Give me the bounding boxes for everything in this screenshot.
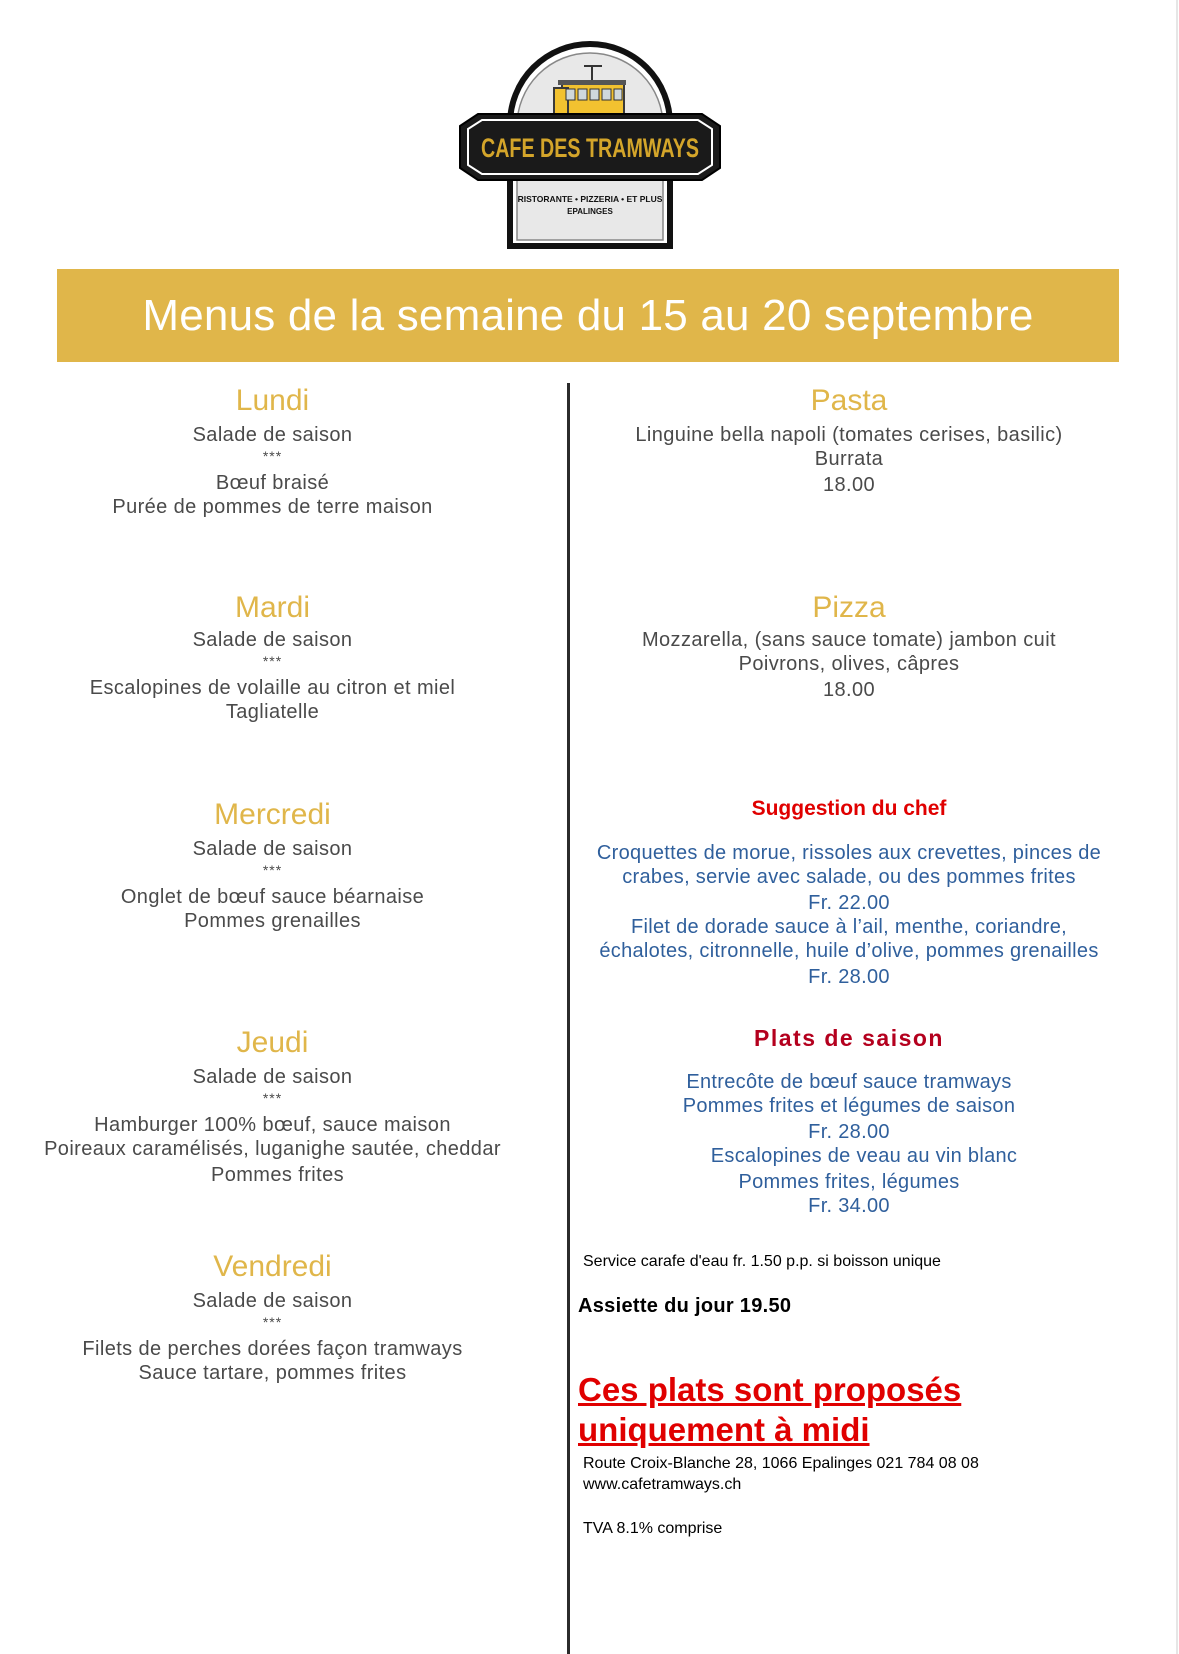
day-separator: *** [262,653,283,669]
footer-address: Route Croix-Blanche 28, 1066 Epalinges 021 784 08 08 [583,1455,979,1472]
day-block-vendredi [0,1249,545,1385]
page-edge-line [1176,0,1178,1654]
footer-tva: TVA 8.1% comprise [583,1520,723,1537]
notice-line: uniquement à midi [578,1411,870,1448]
day-dish-line: Purée de pommes de terre maison [112,496,433,518]
day-title: Lundi [235,384,310,417]
suggestion-line: crabes, servie avec salade, ou des pommes frites [622,866,1076,888]
pasta-line: Linguine bella napoli (tomates cerises, basilic) [635,424,1063,446]
day-dish-line: Pommes grenailles [184,910,361,932]
day-starter: Salade de saison [192,424,353,446]
saison-line: Pommes frites, légumes [738,1171,960,1193]
day-dish-line: Hamburger 100% bœuf, sauce maison [94,1114,451,1136]
logo-location-text: EPALINGES [567,207,613,216]
saison-line: Escalopines de veau au vin blanc [710,1145,1018,1167]
day-dish-line: Escalopines de volaille au citron et miel [89,677,456,699]
footer-website: www.cafetramways.ch [583,1476,742,1493]
logo-tagline-text: RISTORANTE • PIZZERIA • ET PLUS [517,194,663,204]
lunch-only-notice [578,1370,961,1450]
day-title: Jeudi [236,1026,309,1059]
suggestion-title: Suggestion du chef [751,797,947,820]
title-banner [57,269,1119,362]
saison-block [577,1025,1121,1218]
day-dish-line: Sauce tartare, pommes frites [138,1362,407,1384]
day-dish-line: Poireaux caramélisés, luganighe sautée, cheddar [44,1138,501,1160]
logo-name-text: CAFE DES TRAMWAYS [481,133,699,163]
suggestion-line: échalotes, citronnelle, huile d’olive, pommes grenailles [599,940,1099,962]
saison-line: Entrecôte de bœuf sauce tramways [686,1071,1012,1093]
saison-price: Fr. 34.00 [808,1195,890,1217]
pizza-price: 18.00 [822,679,876,701]
suggestion-price: Fr. 22.00 [808,892,890,914]
day-starter: Salade de saison [192,838,353,860]
day-dish-line: Bœuf braisé [215,472,330,494]
day-dish-line: Filets de perches dorées façon tramways [82,1338,463,1360]
assiette-du-jour: Assiette du jour 19.50 [578,1295,792,1317]
pasta-title: Pasta [810,384,888,417]
day-title: Mardi [234,591,310,624]
day-dish-line: Onglet de bœuf sauce béarnaise [120,886,425,908]
day-block-jeudi [0,1025,545,1187]
day-starter: Salade de saison [192,1290,353,1312]
saison-line: Pommes frites et légumes de saison [682,1095,1016,1117]
page-title: Menus de la semaine du 15 au 20 septembre [142,290,1034,340]
column-divider [567,383,570,1654]
pizza-line: Poivrons, olives, câpres [738,653,960,675]
suggestion-price: Fr. 28.00 [808,966,890,988]
pizza-block [577,590,1121,702]
notice-line: Ces plats sont proposés [578,1371,962,1408]
day-dish-line: Tagliatelle [225,701,320,723]
day-block-lundi [0,383,545,519]
day-starter: Salade de saison [192,1066,353,1088]
day-separator: *** [262,1314,283,1330]
day-title: Vendredi [213,1250,332,1283]
day-dish-line: Pommes frites [210,1164,344,1186]
suggestion-block [577,797,1121,989]
day-block-mardi [0,590,545,724]
cafe-des-tramways-logo [458,44,722,250]
pasta-line: Burrata [814,448,884,470]
pasta-price: 18.00 [822,474,876,496]
saison-title: Plats de saison [754,1025,944,1051]
suggestion-line: Filet de dorade sauce à l’ail, menthe, coriandre, [630,916,1068,938]
day-title: Mercredi [214,798,331,831]
day-separator: *** [262,1090,283,1106]
day-block-mercredi [0,797,545,933]
day-separator: *** [262,448,283,464]
day-separator: *** [262,862,283,878]
service-note: Service carafe d'eau fr. 1.50 p.p. si boisson unique [583,1253,941,1270]
saison-price: Fr. 28.00 [808,1121,890,1143]
day-starter: Salade de saison [192,629,353,651]
suggestion-line: Croquettes de morue, rissoles aux crevettes, pinces de [596,842,1102,864]
pizza-title: Pizza [812,591,886,624]
pizza-line: Mozzarella, (sans sauce tomate) jambon cuit [641,629,1057,651]
pasta-block [577,383,1121,497]
